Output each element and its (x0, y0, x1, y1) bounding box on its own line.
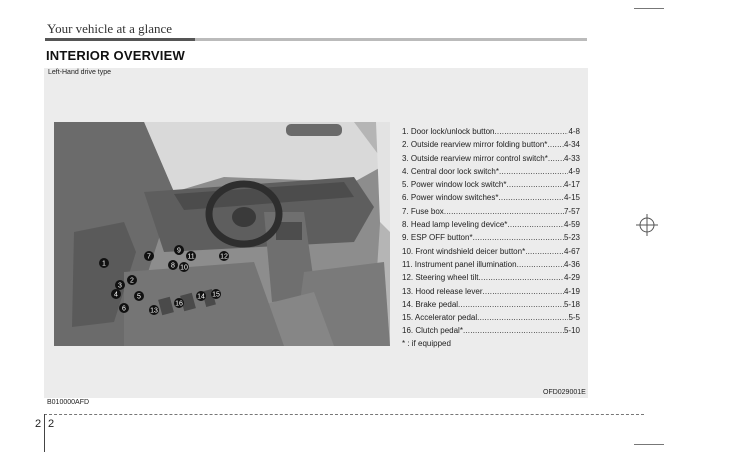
rearview-mirror (286, 124, 342, 136)
svg-text:5: 5 (137, 293, 141, 301)
callout-10 (179, 262, 189, 272)
svg-text:11: 11 (187, 253, 195, 261)
callout-7 (144, 251, 154, 261)
legend-item: 12. Steering wheel tilt ..... 4-29 (402, 271, 580, 284)
svg-text:14: 14 (197, 293, 205, 301)
legend-item: 8. Head lamp leveling device* ..... 4-59 (402, 218, 580, 231)
footer-rule (44, 414, 644, 415)
svg-text:3: 3 (118, 282, 122, 290)
legend-item: 1. Door lock/unlock button ..... 4-8 (402, 125, 580, 138)
callout-13 (149, 305, 159, 315)
callout-4 (111, 289, 121, 299)
svg-text:15: 15 (212, 291, 220, 299)
figure-code: OFD029001E (543, 389, 586, 396)
chapter-number: 2 (35, 418, 42, 430)
page-number: 2 (48, 418, 55, 430)
legend-footnote: * : if equipped (402, 338, 451, 348)
legend-item: 10. Front windshield deicer button* ..... 4-67 (402, 245, 580, 258)
callout-15 (211, 289, 221, 299)
document-code: B010000AFD (47, 399, 90, 406)
callout-5 (134, 291, 144, 301)
svg-text:13: 13 (150, 307, 158, 315)
svg-text:1: 1 (102, 260, 106, 268)
callout-6 (119, 303, 129, 313)
drive-type-label: Left-Hand drive type (48, 69, 112, 76)
page-heading: INTERIOR OVERVIEW (46, 48, 185, 63)
callout-11 (186, 251, 196, 261)
legend-item: 16. Clutch pedal* ..... 5-10 (402, 324, 580, 337)
footer-separator (44, 414, 45, 452)
legend-item: 6. Power window switches* ..... 4-15 (402, 191, 580, 204)
svg-text:6: 6 (122, 305, 126, 313)
legend-item: 3. Outside rearview mirror control switch* ..... 4-33 (402, 152, 580, 165)
callout-1 (99, 258, 109, 268)
svg-text:7: 7 (147, 253, 151, 261)
legend-item: 13. Hood release lever ..... 4-19 (402, 285, 580, 298)
callout-16 (174, 298, 184, 308)
callout-3 (115, 280, 125, 290)
callout-2 (127, 275, 137, 285)
interior-photo (54, 122, 390, 346)
callout-8 (168, 260, 178, 270)
svg-text:10: 10 (180, 264, 188, 272)
legend-item: 14. Brake pedal ..... 5-18 (402, 298, 580, 311)
svg-text:4: 4 (114, 291, 118, 299)
legend-item: 2. Outside rearview mirror folding button* ..... 4-34 (402, 138, 580, 151)
svg-text:8: 8 (171, 262, 175, 270)
crop-mark-top (634, 8, 664, 9)
legend-item: 11. Instrument panel illumination ..... 4-36 (402, 258, 580, 271)
svg-text:9: 9 (177, 247, 181, 255)
interior-illustration (54, 122, 390, 346)
legend-item: 4. Central door lock switch* ..... 4-9 (402, 165, 580, 178)
legend-list (402, 125, 580, 348)
legend-item: 15. Accelerator pedal ..... 5-5 (402, 311, 580, 324)
legend-item: 5. Power window lock switch* ..... 4-17 (402, 178, 580, 191)
legend-item: 9. ESP OFF button* ..... 5-23 (402, 231, 580, 244)
callout-9 (174, 245, 184, 255)
callout-12 (219, 251, 229, 261)
header-rule-accent (45, 38, 195, 41)
svg-text:2: 2 (130, 277, 134, 285)
svg-text:16: 16 (175, 300, 183, 308)
crop-mark-bottom (634, 444, 664, 445)
callout-14 (196, 291, 206, 301)
registration-mark-icon (636, 214, 658, 236)
section-title: Your vehicle at a glance (47, 21, 173, 36)
legend-item: 7. Fuse box ..... 7-57 (402, 205, 580, 218)
svg-text:12: 12 (220, 253, 228, 261)
